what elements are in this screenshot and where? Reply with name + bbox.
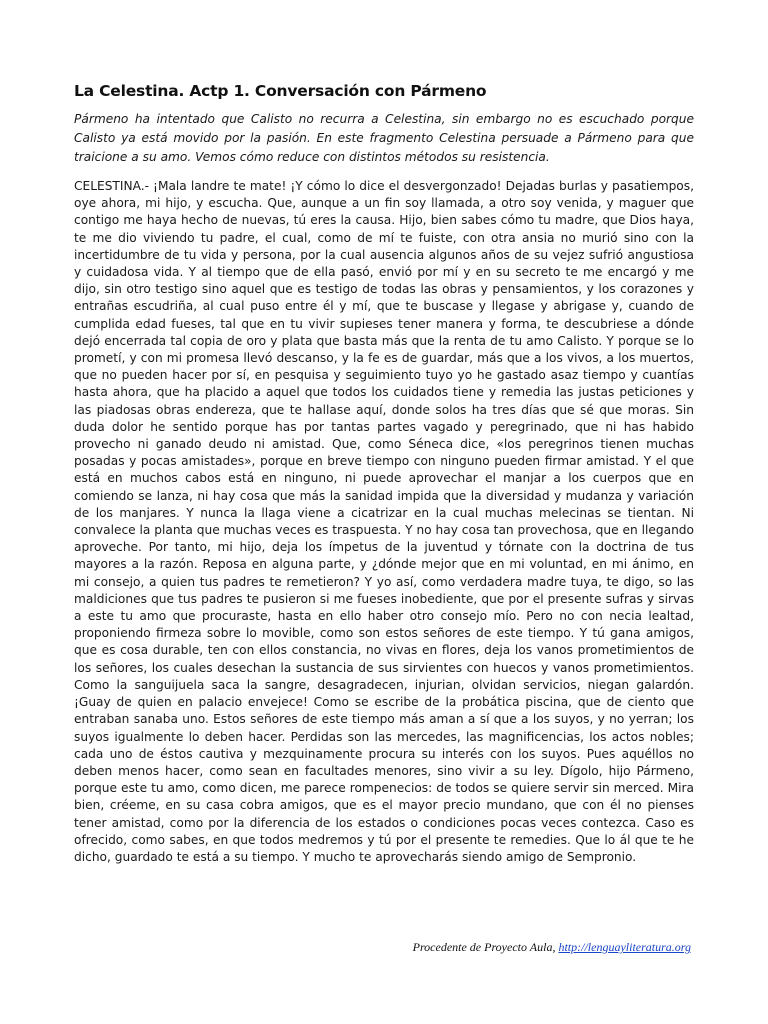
document-title: La Celestina. Actp 1. Conversación con Pármeno xyxy=(74,82,487,100)
source-footer xyxy=(413,940,691,955)
footer-prefix: Procedente de Proyecto Aula, xyxy=(412,940,559,954)
body-paragraph: CELESTINA.- ¡Mala landre te mate! ¡Y cómo lo dice el desvergonzado! Dejadas burlas y pasatiempos, oye ahora, mi hijo, y escucha. Que, aunque a un fin soy llamada, a otro soy venida, y maguer que contigo me haya hecho de nuevas, tú eres la causa. Hijo, bien sabes cómo tu madre, que Dios haya, te me dio viviendo tu padre, el cual, como de mí te fuiste, con otra ansia no murió sino con la incertidumbre de tu vida y persona, por la cual ausencia algunos años de su vejez sufrió angustiosa y cuidadosa vida. Y al tiempo que de ella pasó, envió por mí y en su secreto te me encargó y me dijo, sin otro testigo sino aquel que es testigo de todas las obras y pensamientos, y los corazones y entrañas escudriña, al cual puso entre él y mí, que te buscase y llegase y abrigase y, cuando de cumplida edad fueses, tal que en tu vivir supieses tener manera y forma, te descubriese a dónde dejó encerrada tal copia de oro y plata que basta más que la renta de tu amo Calisto. Y porque se lo prometí, y con mi promesa llevó descanso, y la fe es de guardar, más que a los vivos, a los muertos, que no pueden hacer por sí, en pesquisa y seguimiento tuyo yo he gastado asaz tiempo y cuantías hasta ahora, que ha placido a aquel que todos los cuidados tiene y remedia las justas peticiones y las piadosas obras endereza, que te hallase aquí, donde solos ha tres días que sé que moras. Sin duda dolor he sentido porque has por tantas partes vagado y peregrinado, que ni has habido provecho ni ganado deudo ni amistad. Que, como Séneca dice, «los peregrinos tienen muchas posadas y pocas amistades», porque en breve tiempo con ninguno pueden firmar amistad. Y el que está en muchos cabos está en ninguno, ni puede aprovechar el manjar a los cuerpos que en comiendo se lanza, ni hay cosa que más la sanidad impida que la diversidad y mudanza y variación de los manjares. Y nunca la llaga viene a cicatrizar en la cual muchas melecinas se tientan. Ni convalece la planta que muchas veces es traspuesta. Y no hay cosa tan provechosa, que en llegando aproveche. Por tanto, mi hijo, deja los ímpetus de la juventud y tórnate con la doctrina de tus mayores a la razón. Reposa en alguna parte, y ¿dónde mejor que en mi voluntad, en mi ánimo, en mi consejo, a quien tus padres te remetieron? Y yo así, como verdadera madre tuya, te digo, so las maldiciones que tus padres te pusieron si me fueses inobediente, que por el presente sufras y sirvas a este tu amo que procuraste, hasta en ello haber otro consejo mío. Pero no con necia lealtad, proponiendo firmeza sobre lo movible, como son estos señores de este tiempo. Y tú gana amigos, que es cosa durable, ten con ellos constancia, no vivas en flores, deja los vanos prometimientos de los señores, los cuales desechan la sustancia de sus sirvientes con huecos y vanos prometimientos. Como la sanguijuela saca la sangre, desagradecen, injurian, olvidan servicios, niegan galardón. ¡Guay de quien en palacio envejece! Como se escribe de la probática piscina, que de ciento que entraban sanaba uno. Estos señores de este tiempo más aman a sí que a los suyos, y no yerran; los suyos igualmente lo deben hacer. Perdidas son las mercedes, las magnificencias, los actos nobles; cada uno de éstos cautiva y mezquinamente procura su interés con los suyos. Pues aquéllos no deben menos hacer, como sean en facultades menores, sino vivir a su ley. Dígolo, hijo Pármeno, porque este tu amo, como dicen, me parece rompenecios: de todos se quiere servir sin merced. Mira bien, créeme, en su casa cobra amigos, que es el mayor precio mundano, que con él no pienses tener amistad, como por la diferencia de los estados o condiciones pocas veces contezca. Caso es ofrecido, como sabes, en que todos medremos y tú por el presente te remedies. Que lo ál que te he dicho, guardado te está a su tiempo. Y mucho te aprovecharás siendo amigo de Sempronio. xyxy=(74,179,694,864)
intro-paragraph: Pármeno ha intentado que Calisto no recurra a Celestina, sin embargo no es escuchado porque Calisto ya está movido por la pasión. En este fragmento Celestina persuade a Pármeno para que traicione a su amo. Vemos cómo reduce con distintos métodos su resistencia. xyxy=(74,112,694,164)
source-link[interactable]: http://lenguayliteratura.org xyxy=(558,940,691,954)
